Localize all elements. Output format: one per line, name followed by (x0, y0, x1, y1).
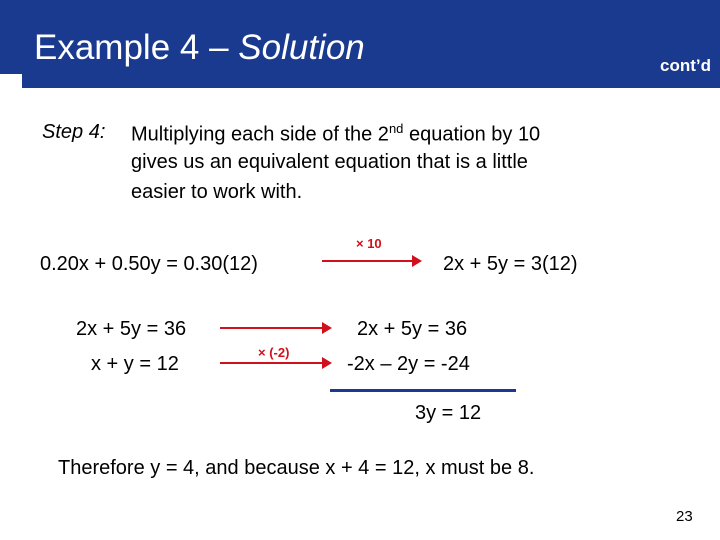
ordinal-superscript: nd (388, 121, 404, 136)
system-equation-2: x + y = 12 (91, 353, 179, 375)
page-number: 23 (676, 508, 693, 525)
equation-scaled: 2x + 5y = 3(12) (443, 253, 578, 275)
step-text-line-1: Multiplying each side of the 2nd equation by 10 (131, 121, 541, 146)
step-text-line-2: gives us an equivalent equation that is a little (131, 151, 528, 173)
conclusion-text: Therefore y = 4, and because x + 4 = 12, x must be 8. (58, 457, 535, 479)
arrow-right-icon (220, 362, 324, 364)
system-equation-1: 2x + 5y = 36 (76, 318, 187, 340)
step-text-line-3: easier to work with. (131, 181, 303, 203)
arrow-right-icon (322, 260, 414, 262)
sum-result: 3y = 12 (415, 402, 482, 424)
system-equation-1-copy: 2x + 5y = 36 (357, 318, 468, 340)
title-italic: Solution (238, 28, 365, 67)
step-label: Step 4: (42, 121, 106, 143)
slide-title: Example 4 – Solution (34, 28, 365, 67)
system-equation-2-scaled: -2x – 2y = -24 (347, 353, 470, 375)
multiplier-10: × 10 (356, 236, 382, 251)
slide-header (0, 0, 720, 88)
sum-underline (330, 389, 516, 392)
equation-original: 0.20x + 0.50y = 0.30(12) (40, 253, 258, 275)
multiplier-neg2: × (-2) (258, 345, 290, 360)
continued-label: cont’d (660, 56, 711, 75)
arrow-right-icon (220, 327, 324, 329)
